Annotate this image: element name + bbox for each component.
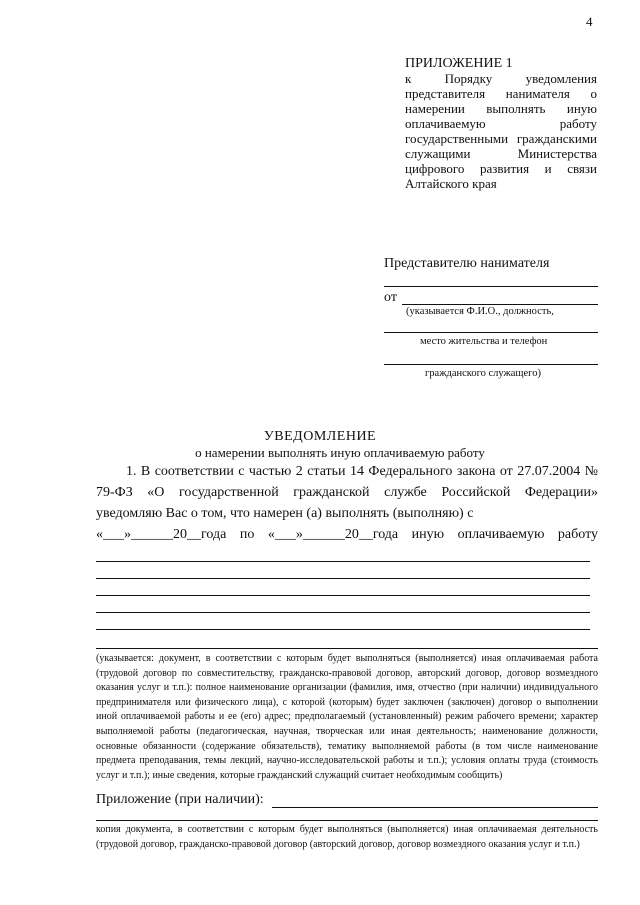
attachment-note: копия документа, в соответствии с которым будет выполняться (выполняется) иная оплачиваемая деятельность (трудовой договор, гражданско-правовой договор (авторский договор, договор возмездного оказания услуг и т.п.) <box>96 824 598 850</box>
document-subtitle: о намерении выполнять иную оплачиваемую работу <box>195 445 485 460</box>
paragraph-text: 1. В соответствии с частью 2 статьи 14 Федерального закона от 27.07.2004 № 79-ФЗ «О государственной гражданской службе Российской Федерации» уведомляю Вас о том, что намерен (а) выполнять (выполняю) с <box>96 464 598 521</box>
work-line-1 <box>96 561 590 562</box>
attachment-line-1 <box>272 807 598 808</box>
attachment-label: Приложение (при наличии): <box>96 792 264 807</box>
work-line-4 <box>96 612 590 613</box>
document-title: УВЕДОМЛЕНИЕ <box>263 429 377 444</box>
from-hint-1: (указывается Ф.И.О., должность, <box>406 306 554 317</box>
from-label: от <box>384 290 397 305</box>
work-line-3 <box>96 595 590 596</box>
addressee-line-3 <box>384 364 598 365</box>
appendix-header <box>405 56 597 191</box>
addressee-line-2 <box>384 332 598 333</box>
appendix-text: к Порядку уведомления представителя нанимателя о намерении выполнять иную оплачиваемую работу государственными гражданскими служащими Министерства цифрового развития и связи Алтайского края <box>405 71 597 191</box>
work-line-2 <box>96 578 590 579</box>
from-hint-3: гражданского служащего) <box>425 368 541 379</box>
from-name-line <box>402 304 598 305</box>
addressee-label: Представителю нанимателя <box>384 256 550 271</box>
page-number: 4 <box>586 14 593 29</box>
paragraph-dates-line: «___»______20__года по «___»______20__года иную оплачиваемую работу <box>96 527 598 542</box>
attachment-line-2 <box>96 820 598 821</box>
from-hint-2: место жительства и телефон <box>420 336 548 347</box>
appendix-title: ПРИЛОЖЕНИЕ 1 <box>405 56 513 71</box>
addressee-line-1 <box>384 286 598 287</box>
notification-paragraph <box>96 461 598 545</box>
work-description-note: (указывается: документ, в соответствии с которым будет выполняться (выполняется) иная оплачиваемая работа (трудовой договор по совместительству, гражданско-правовой договор, авторский договор, договор возмездного оказания услуг и т.п.): полное наименование организации (фамилия, имя, отчество (при наличии) индивидуального предпринимателя или физического лица), с которой (которым) будет заключен (заключен) договор о выполнении иной оплачиваемой работы и ее (его) адрес; предполагаемый (установленный) режим рабочего времени; характер выполняемой работы (педагогическая, научная, творческая или иная деятельность; наименование должности, основные обязанности (содержание обязательств), тематику выполняемой работы (в том числе наименование предмета преподавания, темы лекций, научно-исследовательской работы и т.п.); условия оплаты труда (стоимость услуг и т.п.); иные сведения, которые гражданский служащий считает необходимым сообщить) <box>96 653 598 781</box>
work-line-5 <box>96 629 590 630</box>
work-line-6 <box>96 648 598 649</box>
